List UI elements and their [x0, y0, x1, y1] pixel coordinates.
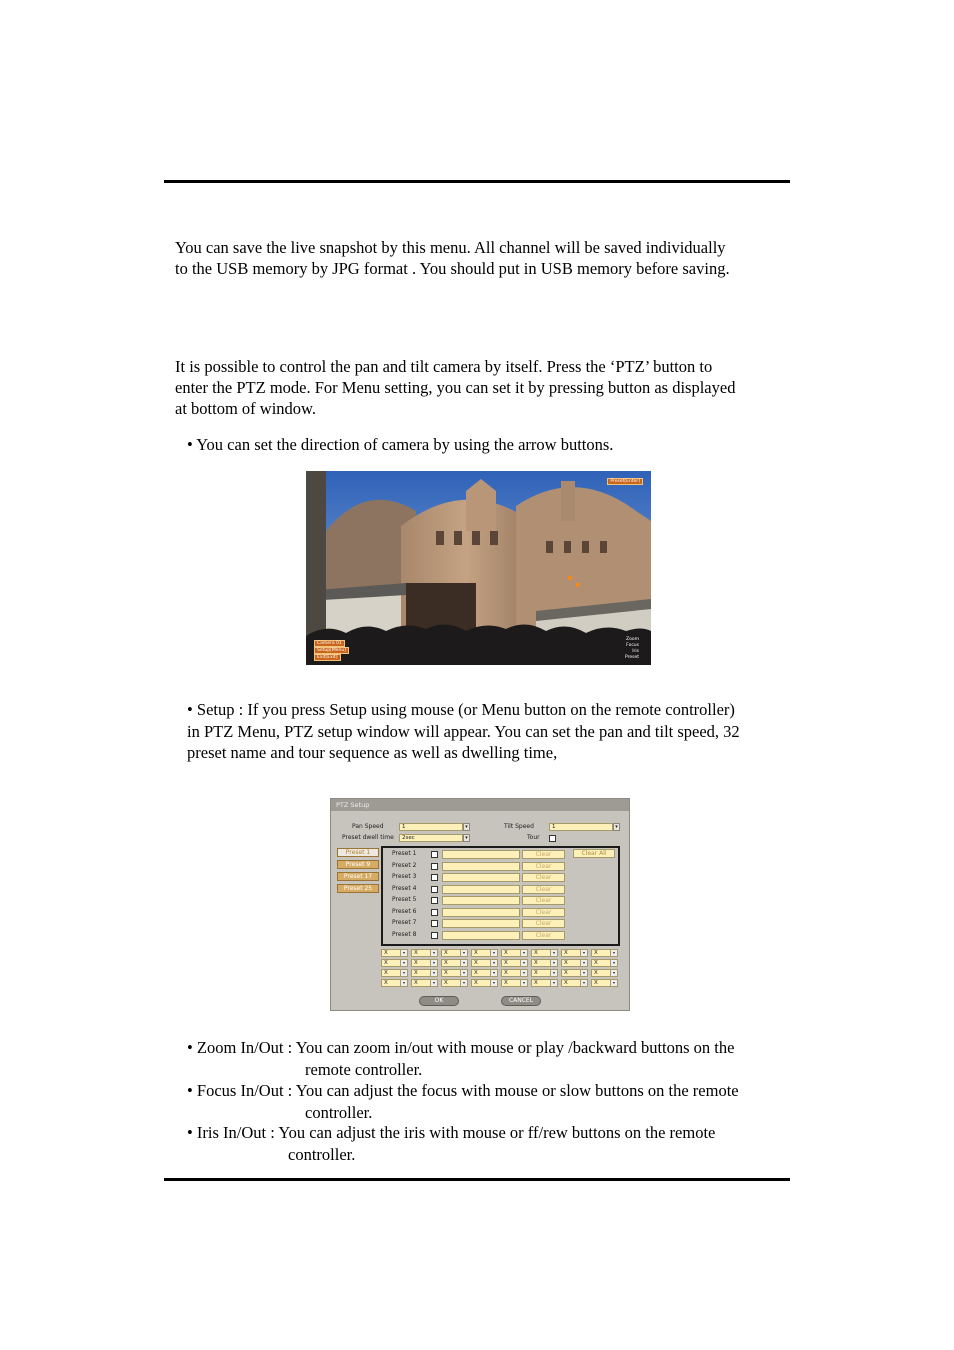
- dropdown-arrow-icon[interactable]: ▾: [400, 960, 407, 966]
- tab-preset-25[interactable]: Preset 25: [337, 884, 379, 893]
- tour-cell[interactable]: [561, 949, 588, 957]
- tour-cell[interactable]: [501, 969, 528, 977]
- pan-speed-label: Pan Speed: [352, 823, 384, 830]
- dropdown-arrow-icon[interactable]: ▾: [580, 960, 587, 966]
- ptz-intro-line-3: at bottom of window.: [175, 399, 316, 418]
- tour-cell-value: X: [384, 950, 388, 956]
- dropdown-arrow-icon[interactable]: ▾: [520, 980, 527, 986]
- preset-name-input[interactable]: [442, 873, 520, 882]
- tilt-speed-select[interactable]: 1: [549, 823, 613, 831]
- tour-cell-value: X: [504, 960, 508, 966]
- dropdown-arrow-icon[interactable]: ▾: [550, 960, 557, 966]
- preset-panel: [381, 846, 620, 946]
- tour-cell-value: X: [564, 970, 568, 976]
- tour-cell[interactable]: [561, 969, 588, 977]
- dropdown-arrow-icon[interactable]: ▾: [430, 980, 437, 986]
- tour-cell-value: X: [534, 950, 538, 956]
- tour-cell-value: X: [474, 960, 478, 966]
- tour-cell[interactable]: [561, 979, 588, 987]
- preset-label: Preset 8: [392, 930, 417, 938]
- tab-preset-9[interactable]: Preset 9: [337, 860, 379, 869]
- ptz-setup-title: PTZ Setup: [331, 799, 629, 811]
- tour-cell[interactable]: [411, 969, 438, 977]
- tab-preset-17[interactable]: Preset 17: [337, 872, 379, 881]
- dropdown-arrow-icon[interactable]: ▾: [400, 980, 407, 986]
- dropdown-arrow-icon[interactable]: ▾: [520, 970, 527, 976]
- tour-sequence-grid: [381, 949, 621, 991]
- tour-cell[interactable]: [531, 949, 558, 957]
- tilt-speed-dropdown-icon[interactable]: ▾: [613, 823, 620, 831]
- tour-cell[interactable]: [531, 959, 558, 967]
- dropdown-arrow-icon[interactable]: ▾: [400, 950, 407, 956]
- bullet-zoom: [187, 1037, 734, 1080]
- snapshot-line-1: You can save the live snapshot by this menu. All channel will be saved individually: [175, 238, 726, 257]
- osd-focus[interactable]: Focus: [626, 643, 639, 648]
- dropdown-arrow-icon[interactable]: ▾: [490, 960, 497, 966]
- preset-name-input[interactable]: [442, 908, 520, 917]
- footer-rule: [164, 1178, 790, 1181]
- header-rule: [164, 180, 790, 183]
- snapshot-paragraph: [175, 237, 730, 279]
- preset-label: Preset 7: [392, 919, 417, 926]
- bullet-setup-line-1: • Setup : If you press Setup using mouse (or Menu button on the remote controller): [187, 700, 735, 719]
- ptz-setup-window: [330, 798, 630, 1011]
- tour-cell[interactable]: [591, 979, 618, 987]
- dropdown-arrow-icon[interactable]: ▾: [550, 950, 557, 956]
- preset-checkbox[interactable]: [431, 920, 438, 927]
- tour-cell-value: X: [474, 950, 478, 956]
- tour-cell-value: X: [474, 970, 478, 976]
- tour-cell-value: X: [504, 980, 508, 986]
- clear-all-button[interactable]: Clear All: [573, 849, 615, 858]
- dropdown-arrow-icon[interactable]: ▾: [610, 970, 617, 976]
- preset-checkbox[interactable]: [431, 909, 438, 916]
- clear-button[interactable]: Clear: [522, 931, 565, 940]
- preset-label: Preset 1: [392, 850, 417, 857]
- tour-cell-value: X: [534, 970, 538, 976]
- ptz-intro-line-1: It is possible to control the pan and tilt camera by itself. Press the ‘PTZ’ button to: [175, 357, 713, 376]
- dropdown-arrow-icon[interactable]: ▾: [490, 970, 497, 976]
- preset-checkbox[interactable]: [431, 897, 438, 904]
- tour-cell[interactable]: [411, 949, 438, 957]
- ok-button[interactable]: OK: [419, 996, 459, 1006]
- tour-cell[interactable]: [591, 959, 618, 967]
- tour-cell[interactable]: [411, 979, 438, 987]
- clear-button[interactable]: Clear: [522, 850, 565, 859]
- dropdown-arrow-icon[interactable]: ▾: [460, 980, 467, 986]
- dropdown-arrow-icon[interactable]: ▾: [430, 960, 437, 966]
- preset-label: Preset 3: [392, 873, 417, 880]
- tour-cell-value: X: [504, 950, 508, 956]
- tour-cell-value: X: [444, 960, 448, 966]
- ptz-intro-line-2: enter the PTZ mode. For Menu setting, you can set it by pressing button as displayed: [175, 378, 736, 397]
- dropdown-arrow-icon[interactable]: ▾: [610, 950, 617, 956]
- tour-cell[interactable]: [501, 949, 528, 957]
- tour-cell[interactable]: [501, 959, 528, 967]
- dropdown-arrow-icon[interactable]: ▾: [520, 950, 527, 956]
- tour-label: Tour: [527, 834, 540, 841]
- dropdown-arrow-icon[interactable]: ▾: [610, 980, 617, 986]
- camera-scene-image: [306, 471, 651, 665]
- camera-live-view: [306, 471, 651, 665]
- tilt-speed-label: Tilt Speed: [504, 823, 534, 830]
- bullet-focus-line-2: controller.: [305, 1102, 373, 1122]
- dropdown-arrow-icon[interactable]: ▾: [610, 960, 617, 966]
- bullet-setup-line-2: in PTZ Menu, PTZ setup window will appear. You can set the pan and tilt speed, 32: [187, 721, 740, 741]
- tour-cell-value: X: [444, 950, 448, 956]
- dropdown-arrow-icon[interactable]: ▾: [580, 970, 587, 976]
- tour-cell-value: X: [444, 980, 448, 986]
- bullet-setup: [187, 699, 740, 764]
- tour-cell-value: X: [594, 980, 598, 986]
- preset-checkbox[interactable]: [431, 851, 438, 858]
- osd-preset-enter[interactable]: Preset[Enter]: [607, 478, 643, 485]
- tour-cell[interactable]: [561, 959, 588, 967]
- dropdown-arrow-icon[interactable]: ▾: [460, 960, 467, 966]
- preset-label: Preset 5: [392, 896, 417, 903]
- preset-checkbox[interactable]: [431, 874, 438, 881]
- tour-cell-value: X: [564, 950, 568, 956]
- tour-cell-value: X: [564, 980, 568, 986]
- tour-cell[interactable]: [441, 969, 468, 977]
- dropdown-arrow-icon[interactable]: ▾: [490, 980, 497, 986]
- osd-preset[interactable]: Preset: [624, 655, 639, 660]
- preset-name-input[interactable]: [442, 919, 520, 928]
- tour-cell[interactable]: [471, 949, 498, 957]
- osd-setup-menu[interactable]: Setup[Menu]: [314, 647, 349, 654]
- preset-label: Preset 4: [392, 884, 417, 892]
- bullet-focus: [187, 1080, 739, 1123]
- tour-cell[interactable]: [381, 969, 408, 977]
- bullet-zoom-line-1: • Zoom In/Out : You can zoom in/out with mouse or play /backward buttons on the: [187, 1038, 735, 1057]
- tour-cell[interactable]: [471, 979, 498, 987]
- tour-cell-value: X: [384, 970, 388, 976]
- preset-label: Preset 2: [392, 861, 417, 869]
- bullet-setup-line-3: preset name and tour sequence as well as dwelling time,: [187, 743, 558, 762]
- bullet-focus-line-1: • Focus In/Out : You can adjust the focus with mouse or slow buttons on the remote: [187, 1081, 739, 1100]
- dropdown-arrow-icon[interactable]: ▾: [520, 960, 527, 966]
- tour-cell[interactable]: [441, 959, 468, 967]
- clear-button[interactable]: Clear: [522, 862, 565, 871]
- osd-camera-label: Camera 01: [314, 640, 345, 647]
- dropdown-arrow-icon[interactable]: ▾: [430, 950, 437, 956]
- tour-cell[interactable]: [441, 979, 468, 987]
- ptz-intro-paragraph: [175, 356, 735, 419]
- tab-preset-1[interactable]: Preset 1: [337, 848, 379, 857]
- tour-cell-value: X: [414, 950, 418, 956]
- tour-cell-value: X: [384, 980, 388, 986]
- tour-cell[interactable]: [471, 959, 498, 967]
- dropdown-arrow-icon[interactable]: ▾: [430, 970, 437, 976]
- osd-iris[interactable]: Iris: [632, 649, 639, 654]
- tour-cell[interactable]: [501, 979, 528, 987]
- dwell-time-label: Preset dwell time: [342, 834, 394, 841]
- clear-button[interactable]: Clear: [522, 896, 565, 905]
- dropdown-arrow-icon[interactable]: ▾: [460, 950, 467, 956]
- bullet-iris-line-2: controller.: [288, 1144, 356, 1164]
- dropdown-arrow-icon[interactable]: ▾: [580, 980, 587, 986]
- preset-name-input[interactable]: [442, 850, 520, 859]
- clear-button[interactable]: Clear: [522, 919, 565, 928]
- tour-cell[interactable]: [381, 949, 408, 957]
- pan-speed-dropdown-icon[interactable]: ▾: [463, 823, 470, 831]
- preset-name-input[interactable]: [442, 896, 520, 905]
- snapshot-line-2: to the USB memory by JPG format . You should put in USB memory before saving.: [175, 259, 730, 278]
- bullet-iris-line-1: • Iris In/Out : You can adjust the iris with mouse or ff/rew buttons on the remote: [187, 1123, 716, 1142]
- pan-speed-select[interactable]: 1: [399, 823, 463, 831]
- clear-button[interactable]: Clear: [522, 908, 565, 917]
- preset-checkbox[interactable]: [431, 863, 438, 870]
- clear-button[interactable]: Clear: [522, 873, 565, 882]
- osd-zoom[interactable]: Zoom: [626, 637, 639, 642]
- preset-name-input[interactable]: [442, 931, 520, 940]
- tour-cell-value: X: [474, 980, 478, 986]
- preset-checkbox[interactable]: [431, 932, 438, 939]
- bullet-direction: • You can set the direction of camera by using the arrow buttons.: [187, 435, 614, 454]
- tour-cell[interactable]: [411, 959, 438, 967]
- tour-cell[interactable]: [381, 959, 408, 967]
- tour-cell-value: X: [534, 980, 538, 986]
- tour-cell-value: X: [414, 970, 418, 976]
- tour-cell-value: X: [444, 970, 448, 976]
- tour-cell[interactable]: [591, 949, 618, 957]
- dropdown-arrow-icon[interactable]: ▾: [550, 980, 557, 986]
- tour-cell-value: X: [594, 960, 598, 966]
- dropdown-arrow-icon[interactable]: ▾: [550, 970, 557, 976]
- dwell-time-select[interactable]: 2sec: [399, 834, 463, 842]
- tour-cell-value: X: [384, 960, 388, 966]
- bullet-zoom-line-2: remote controller.: [305, 1059, 423, 1079]
- tour-cell-value: X: [504, 970, 508, 976]
- osd-exit[interactable]: Exit[Exit]: [314, 654, 341, 661]
- bullet-iris: [187, 1122, 715, 1165]
- tour-cell-value: X: [594, 970, 598, 976]
- tour-cell[interactable]: [471, 969, 498, 977]
- tour-cell[interactable]: [531, 979, 558, 987]
- preset-checkbox[interactable]: [431, 886, 438, 893]
- preset-name-input[interactable]: [442, 885, 520, 894]
- dropdown-arrow-icon[interactable]: ▾: [490, 950, 497, 956]
- dropdown-arrow-icon[interactable]: ▾: [460, 970, 467, 976]
- preset-name-input[interactable]: [442, 862, 520, 871]
- tour-cell-value: X: [564, 960, 568, 966]
- clear-button[interactable]: Clear: [522, 885, 565, 894]
- tour-checkbox[interactable]: [549, 835, 556, 842]
- tour-cell-value: X: [594, 950, 598, 956]
- tour-cell-value: X: [414, 980, 418, 986]
- tour-cell[interactable]: [531, 969, 558, 977]
- tour-cell[interactable]: [441, 949, 468, 957]
- dropdown-arrow-icon[interactable]: ▾: [400, 970, 407, 976]
- tour-cell-value: X: [534, 960, 538, 966]
- dropdown-arrow-icon[interactable]: ▾: [580, 950, 587, 956]
- tour-cell-value: X: [414, 960, 418, 966]
- preset-label: Preset 6: [392, 907, 417, 915]
- dwell-time-dropdown-icon[interactable]: ▾: [463, 834, 470, 842]
- tour-cell[interactable]: [381, 979, 408, 987]
- tour-cell[interactable]: [591, 969, 618, 977]
- cancel-button[interactable]: CANCEL: [501, 996, 541, 1006]
